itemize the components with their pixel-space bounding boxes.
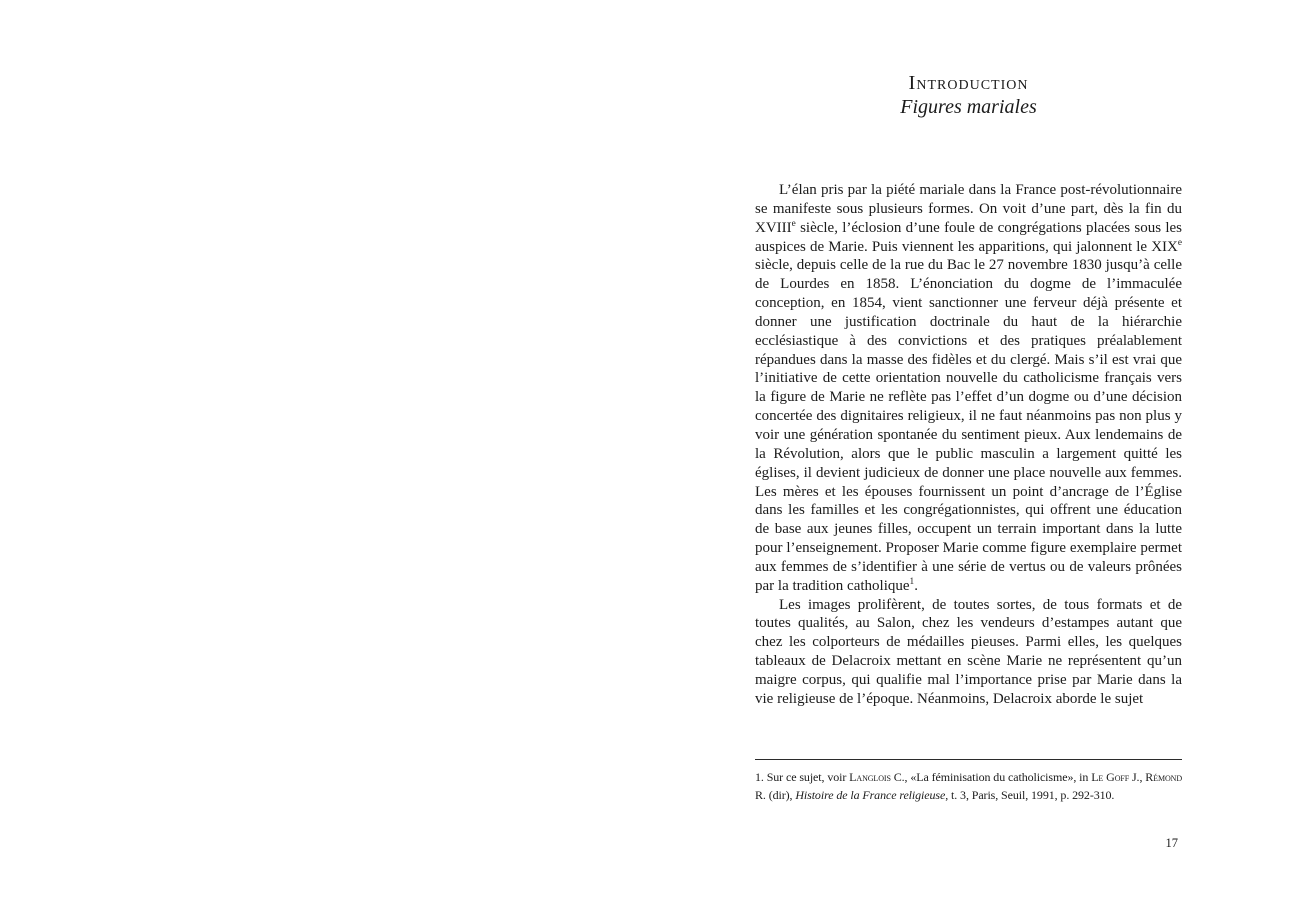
body-paragraph: Les images prolifèrent, de toutes sortes, de tous formats et de toutes qualités, au Salon, chez les vendeurs d’estampes autant que chez les colporteurs de médailles pieuses. Parmi elles, les quelques tableaux de Delacroix mettant en scène Marie ne représentent qu’un maigre corpus, qui qualifie mal l’importance prise par Marie dans la vie religieuse de l’époque. Néanmoins, Delacroix aborde le sujet <box>755 596 1182 707</box>
page-number: 17 <box>1165 836 1178 850</box>
chapter-title: Introduction <box>908 72 1029 94</box>
body-text <box>755 181 1182 709</box>
footnote-text: 1. Sur ce sujet, voir Langlois C., «La féminisation du catholicisme», in Le Goff J., Rémond R. (dir), Histoire de la France religieuse, t. 3, Paris, Seuil, 1991, p. 292-310. <box>755 770 1183 802</box>
chapter-heading <box>755 71 1182 119</box>
footnote-block <box>755 759 1182 804</box>
chapter-subtitle: Figures mariales <box>900 96 1037 118</box>
body-paragraph: L’élan pris par la piété mariale dans la France post-révolutionnaire se manifeste sous plusieurs formes. On voit d’une part, dès la fin du XVIIIe siècle, l’éclosion d’une foule de congrégations placées sous les auspices de Marie. Puis viennent les apparitions, qui jalonnent le XIXe siècle, depuis celle de la rue du Bac le 27 novembre 1830 jusqu’à celle de Lourdes en 1858. L’énonciation du dogme de l’immaculée conception, en 1854, vient sanctionner une ferveur déjà présente et donner une justification doctrinale du haut de la hiérarchie ecclésiastique à des convictions et des pratiques préalablement répandues dans la masse des fidèles et du clergé. Mais s’il est vrai que l’initiative de cette orientation nouvelle du catholicisme français vers la figure de Marie ne reflète pas l’effet d’un dogme ou d’une décision concertée des dignitaires religieux, il ne faut néanmoins pas non plus y voir une génération spontanée du sentiment pieux. Aux lendemains de la Révolution, alors que le public masculin a largement quitté les églises, il devient judicieux de donner une place nouvelle aux femmes. Les mères et les épouses fournissent un point d’ancrage de l’Église dans les familles et les congrégationnistes, qui offrent une éducation de base aux jeunes filles, occupent un terrain important dans la lutte pour l’enseignement. Proposer Marie comme figure exemplaire permet aux femmes de s’identifier à une série de vertus ou de valeurs prônées par la tradition catholique$^1$. <box>755 182 1182 594</box>
